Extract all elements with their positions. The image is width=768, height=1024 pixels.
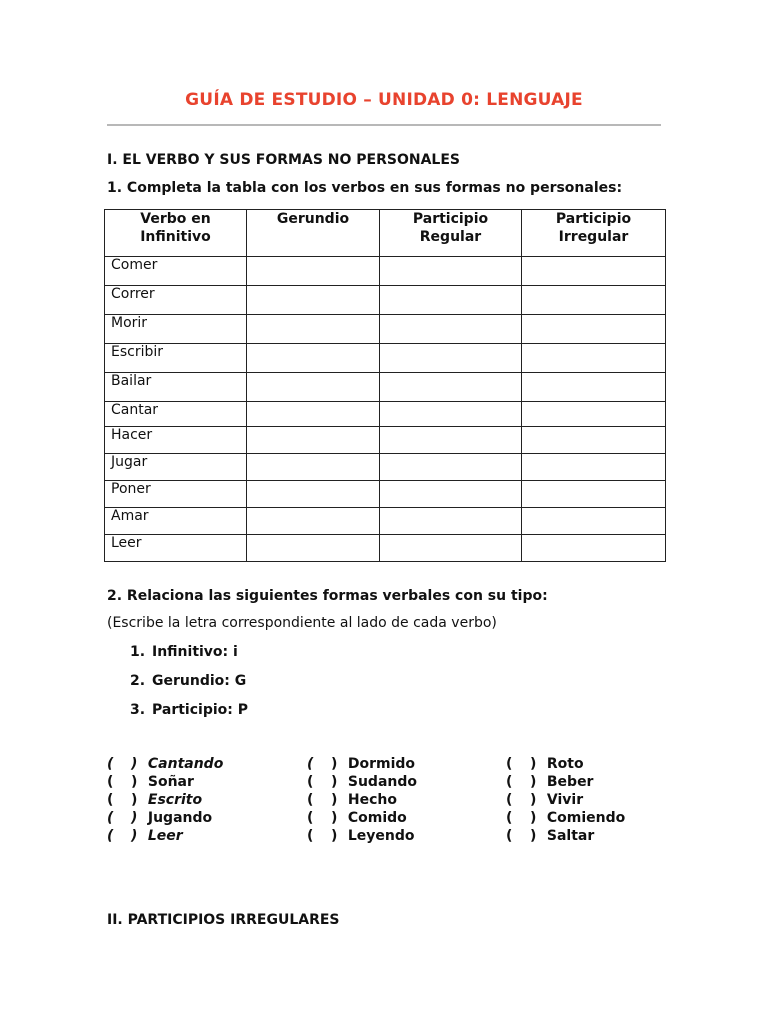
answer-blank-open[interactable]: ( xyxy=(307,810,314,826)
header-line: Irregular xyxy=(558,229,629,245)
matching-word: Dormido xyxy=(347,756,416,772)
participio-regular-blank[interactable] xyxy=(380,344,522,373)
verb-cell: Cantar xyxy=(105,402,247,427)
matching-word: Saltar xyxy=(546,828,595,844)
verb-cell: Morir xyxy=(105,315,247,344)
verb-cell: Correr xyxy=(105,286,247,315)
matching-word: Leer xyxy=(147,828,183,844)
answer-blank-close: ) xyxy=(530,756,537,772)
participio-irregular-blank[interactable] xyxy=(522,344,666,373)
answer-blank-close: ) xyxy=(131,774,138,790)
header-line: Regular xyxy=(419,229,482,245)
header-line: Participio xyxy=(412,211,489,227)
matching-item xyxy=(107,792,297,810)
answer-blank-open[interactable]: ( xyxy=(506,828,513,844)
matching-item xyxy=(107,828,297,846)
answer-blank-open[interactable]: ( xyxy=(506,756,513,772)
participio-irregular-blank[interactable] xyxy=(522,257,666,286)
participio-irregular-blank[interactable] xyxy=(522,508,666,535)
answer-blank-close: ) xyxy=(331,792,338,808)
matching-word: Escrito xyxy=(147,792,203,808)
answer-blank-open[interactable]: ( xyxy=(307,756,314,772)
matching-word: Roto xyxy=(546,756,584,772)
gerundio-blank[interactable] xyxy=(247,257,380,286)
answer-blank-open[interactable]: ( xyxy=(107,828,114,844)
participio-regular-blank[interactable] xyxy=(380,427,522,454)
participio-irregular-blank[interactable] xyxy=(522,481,666,508)
matching-item xyxy=(307,828,497,846)
table-row xyxy=(105,508,666,535)
matching-word: Sudando xyxy=(347,774,417,790)
answer-blank-close: ) xyxy=(331,756,338,772)
gerundio-blank[interactable] xyxy=(247,344,380,373)
matching-word: Hecho xyxy=(347,792,397,808)
matching-column-1 xyxy=(107,756,297,846)
participio-irregular-blank[interactable] xyxy=(522,402,666,427)
participio-irregular-blank[interactable] xyxy=(522,315,666,344)
verb-cell: Bailar xyxy=(105,373,247,402)
legend-text: Infinitivo: i xyxy=(152,644,238,660)
matching-word: Leyendo xyxy=(347,828,415,844)
section-2-heading: II. PARTICIPIOS IRREGULARES xyxy=(107,912,340,928)
verb-type-legend xyxy=(130,643,248,730)
matching-word: Beber xyxy=(546,774,594,790)
legend-item xyxy=(130,701,248,730)
gerundio-blank[interactable] xyxy=(247,286,380,315)
matching-column-2 xyxy=(307,756,497,846)
participio-regular-blank[interactable] xyxy=(380,508,522,535)
table-header-row xyxy=(105,210,666,257)
verb-cell: Amar xyxy=(105,508,247,535)
matching-item xyxy=(307,792,497,810)
legend-number: 1. xyxy=(130,644,146,660)
participio-irregular-blank[interactable] xyxy=(522,454,666,481)
legend-item xyxy=(130,643,248,672)
table-row xyxy=(105,286,666,315)
header-participio-irregular xyxy=(522,210,666,257)
verb-cell: Poner xyxy=(105,481,247,508)
header-participio-regular xyxy=(380,210,522,257)
table-row xyxy=(105,535,666,562)
matching-word: Soñar xyxy=(147,774,194,790)
legend-item xyxy=(130,672,248,701)
participio-irregular-blank[interactable] xyxy=(522,373,666,402)
answer-blank-close: ) xyxy=(331,828,338,844)
gerundio-blank[interactable] xyxy=(247,454,380,481)
answer-blank-open[interactable]: ( xyxy=(107,774,114,790)
answer-blank-open[interactable]: ( xyxy=(107,792,114,808)
answer-blank-open[interactable]: ( xyxy=(307,792,314,808)
header-line: Verbo en xyxy=(140,211,211,227)
matching-word: Cantando xyxy=(147,756,224,772)
participio-regular-blank[interactable] xyxy=(380,315,522,344)
verb-cell: Jugar xyxy=(105,454,247,481)
matching-item xyxy=(307,756,497,774)
table-row xyxy=(105,481,666,508)
answer-blank-close: ) xyxy=(131,810,138,826)
participio-regular-blank[interactable] xyxy=(380,257,522,286)
section-1-heading: I. EL VERBO Y SUS FORMAS NO PERSONALES xyxy=(107,152,460,168)
answer-blank-close: ) xyxy=(131,792,138,808)
matching-item xyxy=(506,810,696,828)
matching-item xyxy=(506,792,696,810)
header-line: Gerundio xyxy=(276,211,350,227)
verb-forms-table xyxy=(104,209,666,562)
matching-word: Comido xyxy=(347,810,407,826)
table-row xyxy=(105,315,666,344)
answer-blank-open[interactable]: ( xyxy=(107,810,114,826)
legend-number: 2. xyxy=(130,673,146,689)
matching-item xyxy=(107,774,297,792)
header-line: Participio xyxy=(555,211,632,227)
gerundio-blank[interactable] xyxy=(247,402,380,427)
verb-cell: Comer xyxy=(105,257,247,286)
question-1: 1. Completa la tabla con los verbos en sus formas no personales: xyxy=(107,180,623,196)
answer-blank-close: ) xyxy=(331,774,338,790)
table-row xyxy=(105,257,666,286)
document-title: GUÍA DE ESTUDIO – UNIDAD 0: LENGUAJE xyxy=(185,90,583,110)
participio-irregular-blank[interactable] xyxy=(522,427,666,454)
answer-blank-close: ) xyxy=(530,774,537,790)
gerundio-blank[interactable] xyxy=(247,373,380,402)
answer-blank-close: ) xyxy=(131,828,138,844)
matching-item xyxy=(307,774,497,792)
answer-blank-close: ) xyxy=(530,792,537,808)
gerundio-blank[interactable] xyxy=(247,535,380,562)
matching-word: Comiendo xyxy=(546,810,626,826)
verb-cell: Leer xyxy=(105,535,247,562)
participio-regular-blank[interactable] xyxy=(380,373,522,402)
participio-regular-blank[interactable] xyxy=(380,535,522,562)
participio-irregular-blank[interactable] xyxy=(522,535,666,562)
answer-blank-open[interactable]: ( xyxy=(506,774,513,790)
answer-blank-open[interactable]: ( xyxy=(107,756,114,772)
answer-blank-open[interactable]: ( xyxy=(307,774,314,790)
answer-blank-close: ) xyxy=(530,810,537,826)
gerundio-blank[interactable] xyxy=(247,481,380,508)
participio-regular-blank[interactable] xyxy=(380,481,522,508)
table-row xyxy=(105,402,666,427)
question-2: 2. Relaciona las siguientes formas verbales con su tipo: xyxy=(107,588,548,604)
matching-item xyxy=(107,810,297,828)
gerundio-blank[interactable] xyxy=(247,508,380,535)
verb-cell: Hacer xyxy=(105,427,247,454)
legend-text: Gerundio: G xyxy=(152,673,247,689)
participio-regular-blank[interactable] xyxy=(380,402,522,427)
table-row xyxy=(105,427,666,454)
table-row xyxy=(105,344,666,373)
header-infinitivo xyxy=(105,210,247,257)
table-row xyxy=(105,373,666,402)
header-gerundio xyxy=(247,210,380,257)
answer-blank-open[interactable]: ( xyxy=(307,828,314,844)
title-divider xyxy=(107,124,661,126)
legend-text: Participio: P xyxy=(152,702,248,718)
verb-cell: Escribir xyxy=(105,344,247,373)
header-line: Infinitivo xyxy=(140,229,211,245)
gerundio-blank[interactable] xyxy=(247,315,380,344)
answer-blank-open[interactable]: ( xyxy=(506,792,513,808)
legend-number: 3. xyxy=(130,702,146,718)
answer-blank-close: ) xyxy=(131,756,138,772)
answer-blank-close: ) xyxy=(530,828,537,844)
participio-regular-blank[interactable] xyxy=(380,286,522,315)
matching-word: Vivir xyxy=(546,792,584,808)
participio-regular-blank[interactable] xyxy=(380,454,522,481)
gerundio-blank[interactable] xyxy=(247,427,380,454)
matching-word: Jugando xyxy=(147,810,213,826)
answer-blank-close: ) xyxy=(331,810,338,826)
matching-item xyxy=(107,756,297,774)
matching-item xyxy=(506,774,696,792)
matching-column-3 xyxy=(506,756,696,846)
matching-item xyxy=(506,828,696,846)
table-row xyxy=(105,454,666,481)
question-2-instruction: (Escribe la letra correspondiente al lado de cada verbo) xyxy=(107,615,497,631)
matching-item xyxy=(506,756,696,774)
participio-irregular-blank[interactable] xyxy=(522,286,666,315)
matching-item xyxy=(307,810,497,828)
answer-blank-open[interactable]: ( xyxy=(506,810,513,826)
